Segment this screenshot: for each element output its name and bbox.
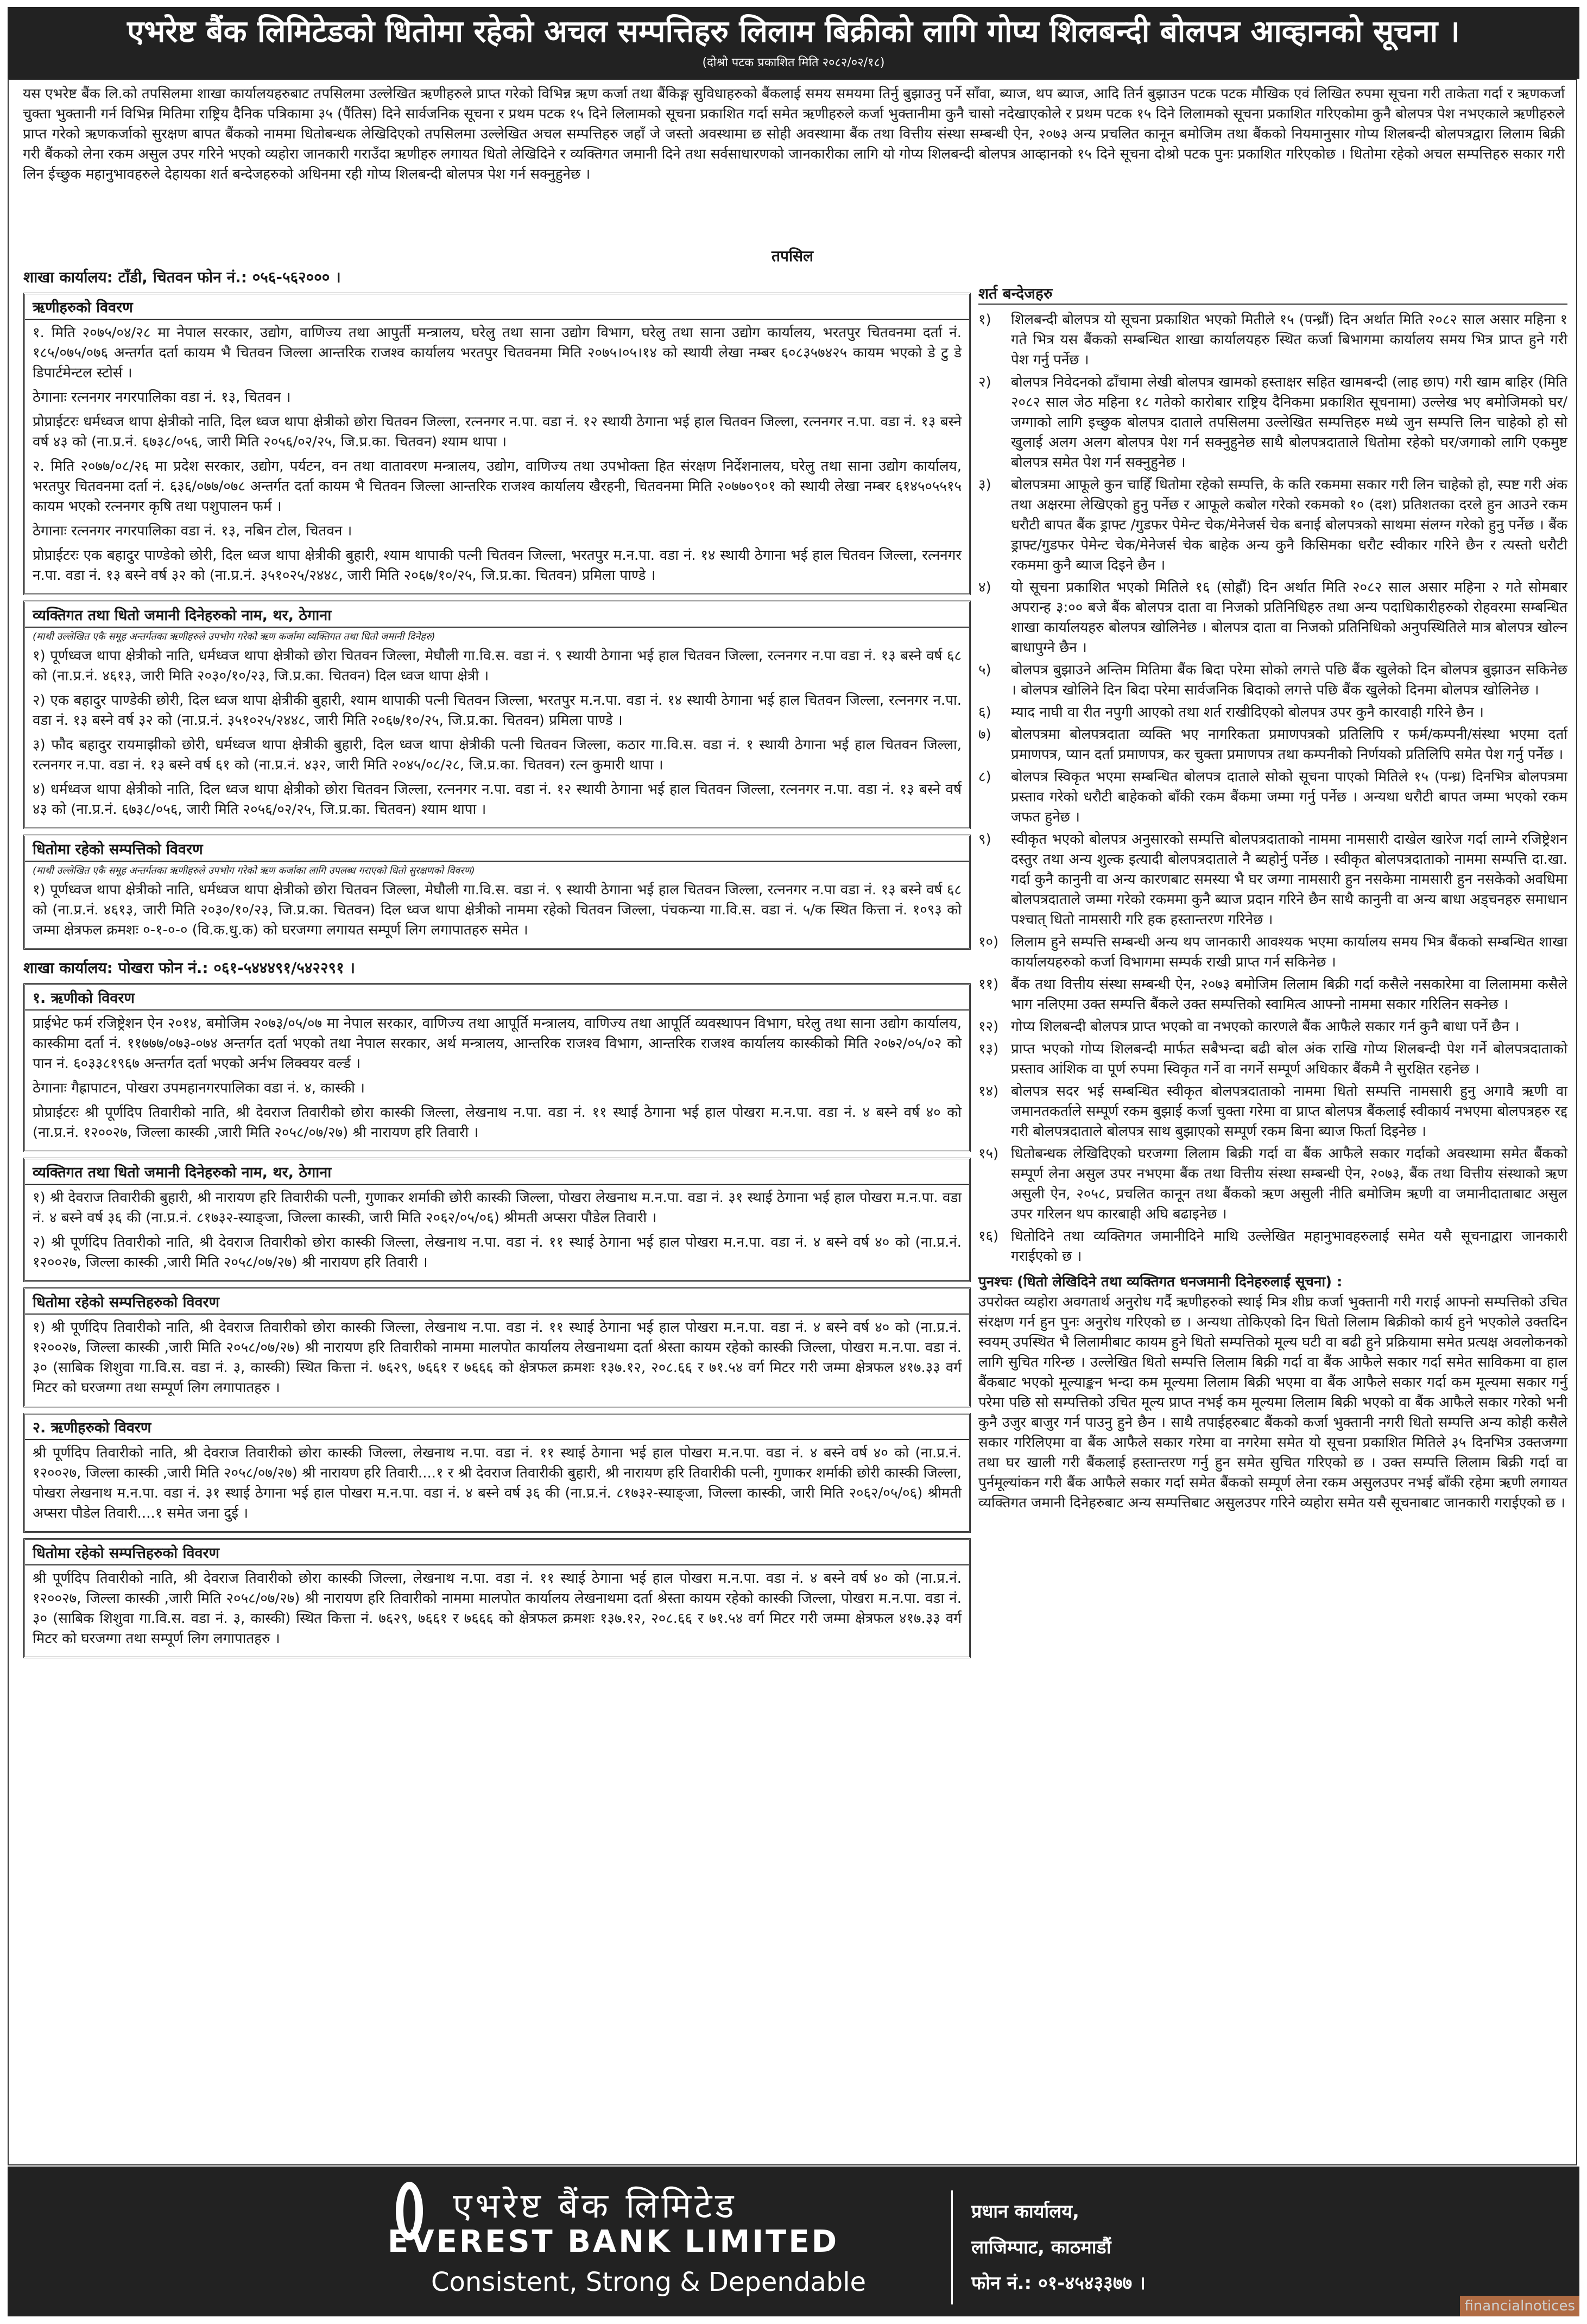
collateral-item: श्री पूर्णदिप तिवारीको नाति, श्री देवराज तिवारीको छोरा कास्की जिल्ला, लेखनाथ न.पा. वडा नं. ११ स्थाई ठेगाना भई हाल पोखरा म.न.पा. वडा नं. ४ बस्ने वर्ष ४० को (ना.प्र.नं. १२००२७, जिल्ला कास्की ,जारी मिति २०५८/०७/२७) श्री नारायण हरि तिवारीको नाममा मालपोत कार्यालय लेखनाथमा दर्ता श्रेस्ता कायम रहेको कास्की जिल्ला, पोखरा म.न.पा. वडा नं. ३० (साबिक शिशुवा गा.वि.स. वडा नं. ३, कास्की) स्थित कित्ता नं. ७६२९, ७६६१ र ७६६६ को क्षेत्रफल क्रमशः १३७.१२, २०८.६६ र ७१.५४ वर्ग मिटर गरी जम्मा क्षेत्रफल ४१७.३३ वर्ग मिटर को घरजग्गा तथा सम्पूर्ण लिग लगापातहरु । xyxy=(33,1570,962,1647)
condition-text: म्याद नाघी वा रीत नपुगी आएको तथा शर्त राखीदिएको बोलपत्र उपर कुनै कारवाही गरिने छैन । xyxy=(1011,704,1484,721)
condition-item xyxy=(978,578,1567,658)
condition-item xyxy=(978,1144,1567,1224)
branch-details-column xyxy=(23,259,971,1664)
box-title: २. ऋणीहरुको विवरण xyxy=(25,1414,969,1440)
guarantor-item: २) श्री पूर्णदिप तिवारीको नाति, श्री देवराज तिवारीको छोरा कास्की जिल्ला, लेखनाथ न.पा. वडा नं. ११ स्थाई ठेगाना भई हाल पोखरा म.न.पा. वडा नं. ४ बस्ने वर्ष ४० को (ना.प्र.नं. १२००२७, जिल्ला कास्की ,जारी मिति २०५८/०७/२७) श्री नारायण हरि तिवारी । xyxy=(33,1234,962,1271)
conditions-title: शर्त बन्देजहरु xyxy=(978,283,1567,305)
condition-number: १६) xyxy=(978,1228,999,1245)
borrower-box xyxy=(23,983,971,1152)
guarantors-box xyxy=(23,1158,971,1282)
condition-number: १४) xyxy=(978,1083,999,1100)
guarantors-box xyxy=(23,601,971,829)
schedule-heading: तपसिल xyxy=(771,247,814,265)
box-title: धितोमा रहेको सम्पत्तिहरुको विवरण xyxy=(25,1540,969,1565)
condition-item xyxy=(978,372,1567,473)
footer-banner xyxy=(8,2167,1579,2316)
borrower-proprietor: प्रोप्राईटरः श्री पूर्णदिप तिवारीको नाति, श्री देवराज तिवारीको छोरा कास्की जिल्ला, लेखनाथ न.पा. वडा नं. ११ स्थाई ठेगाना भई हाल पोखरा म.न.पा. वडा नं. ४ बस्ने वर्ष ४० को (ना.प्र.नं. १२००२७, जिल्ला कास्की ,जारी मिति २०५८/०७/२७) श्री नारायण हरि तिवारी । xyxy=(33,1104,962,1141)
intro-paragraph: यस एभरेष्ट बैंक लि.को तपसिलमा शाखा कार्यालयहरुबाट तपसिलमा उल्लेखित ऋणीहरुले प्राप्त गरेको विभिन्न ऋण कर्जा तथा बैंकिङ्ग सुविधाहरुको बैंकलाई समय समयमा तिर्नु बुझाउनु पर्ने साँवा, ब्याज, थप ब्याज, आदि तिर्न बुझाउन पटक पटक मौखिक एवं लिखित रुपमा सूचना गरी ताकेता गर्दा र ऋणकर्जा चुक्ता भुक्तानी गर्न विभिन्न मितिमा राष्ट्रिय दैनिक पत्रिकामा ३५ (पैंतिस) दिने सार्वजनिक सूचना र प्रथम पटक १५ दिने लिलामको सूचना प्रकाशित गर्दा समेत ऋणीहरुले कर्जा भुक्तानीमा कुनै चासो नदेखाएकोले र प्रथम पटक १५ दिने लिलामको सूचना प्रकाशित गरिएकोमा कुनै बोलपत्र पेश नभएकाले ऋणीहरुले प्राप्त गरेको ऋणकर्जाको सुरक्षण बापत बैंकको नाममा धितोबन्धक लेखिदिएको तपसिलमा उल्लेखित अचल सम्पत्तिहरु जहाँ जे जस्तो अवस्थामा छ सोही अवस्थामा बैंक तथा वित्तीय संस्था सम्बन्धी ऐन, २०७३ अन्य प्रचलित कानून बमोजिम तथा बैंकको नियमानुसार गोप्य शिलबन्दी बोलपत्रद्वारा लिलाम बिक्री गरी बैंकको लेना रकम असुल उपर गरिने भएको व्यहोरा जानकारी गराउँदा ऋणीहरु लगायत धितो लेखिदिने र व्यक्तिगत जमानी दिने तथा सर्वसाधारणको जानकारीका लागि यो गोप्य शिलबन्दी बोलपत्र आव्हानको १५ दिने सूचना दोश्रो पटक पुनः प्रकाशित गरिएकोछ । धितोमा रहेको अचल सम्पत्तिहरु सकार गरी लिन ईच्छुक महानुभावहरुले देहायका शर्त बन्देजहरुको अधिनमा रही गोप्य शिलबन्दी बोलपत्र पेश गर्न सक्नुहुनेछ । xyxy=(23,86,1565,182)
postscript-title: पुनश्चः (धितो लेखिदिने तथा व्यक्तिगत धनजमानी दिनेहरुलाई सूचना) : xyxy=(978,1274,1343,1290)
condition-item xyxy=(978,1082,1567,1142)
condition-text: बैंक तथा वित्तीय संस्था सम्बन्धी ऐन, २०७३ बमोजिम लिलाम बिक्री गर्दा कसैले नसकारेमा वा लिलाममा कसैले भाग नलिएमा उक्त सम्पत्ति बैंकले उक्त सम्पत्तिको स्वामित्व आफ्नो नाममा सकार गरिलिन सक्नेछ । xyxy=(1011,976,1567,1013)
condition-number: १०) xyxy=(978,934,999,950)
bank-name-nepali: एभरेष्ट बैंक लिमिटेड xyxy=(453,2186,737,2226)
condition-number: १३) xyxy=(978,1041,999,1057)
bank-name-english: EVEREST BANK LIMITED xyxy=(388,2224,839,2259)
box-title: ऋणीहरुको विवरण xyxy=(25,294,969,320)
head-office-phone: फोन नं.: ०१-४५४३३७७ । xyxy=(971,2272,1146,2294)
condition-text: गोप्य शिलबन्दी बोलपत्र प्राप्त भएको वा नभएको कारणले बैंक आफैले सकार गर्न कुनै बाधा पर्ने छैन । xyxy=(1011,1019,1520,1035)
guarantor-item: ३) फौद बहादुर रायमाझीको छोरी, धर्मध्वज थापा क्षेत्रीकी बुहारी, दिल ध्वज थापा क्षेत्रीकी पत्नी चितवन जिल्ला, कठार गा.वि.स. वडा नं. १ स्थायी ठेगाना भई हाल चितवन जिल्ला, रत्ननगर न.पा. वडा नं. १३ बस्ने वर्ष ६१ को (ना.प्र.नं. ४३२, जारी मिति २०४५/०८/२८, जि.प्र.का. चितवन) रत्न कुमारी थापा । xyxy=(33,737,962,773)
condition-number: ६) xyxy=(978,704,991,721)
notice-title: एभरेष्ट बैंक लिमिटेडको धितोमा रहेको अचल सम्पत्तिहरु लिलाम बिक्रीको लागि गोप्य शिलबन्दी बोलपत्र आव्हानको सूचना । xyxy=(127,14,1460,49)
borrower-item: १. मिति २०७५/०४/२८ मा नेपाल सरकार, उद्योग, वाणिज्य तथा आपुर्ती मन्त्रालय, घरेलु तथा साना उद्योग विभाग, घरेलु तथा साना उद्योग कार्यालय, भरतपुर चितवनमा दर्ता नं. १८५/०७५/०७६ अन्तर्गत दर्ता कायम भै चितवन जिल्ला आन्तरिक राजश्व कार्यालय भरतपुर चितवनमा मिति २०७५।०५।१४ को स्थायी लेखा नम्बर ६०८३५७४२५ कायम भएको डे टु डे डिपार्टमेन्टल स्टोर्स । xyxy=(33,325,962,381)
borrower-proprietor: प्रोप्राईटरः धर्मध्वज थापा क्षेत्रीको नाति, दिल ध्वज थापा क्षेत्रीको छोरा चितवन जिल्ला, रत्ननगर न.पा. वडा नं. १२ स्थायी ठेगाना भई हाल चितवन जिल्ला, रत्ननगर न.पा. वडा नं. १३ बस्ने वर्ष ४३ को (ना.प्र.नं. ६७३८/०५६, जारी मिति २०५६/०२/२५, जि.प्र.का. चितवन) श्याम थापा । xyxy=(33,414,962,450)
condition-text: यो सूचना प्रकाशित भएको मितिले १६ (सोह्रौं) दिन अर्थात मिति २०८२ साल असार महिना २ गते सोमबार अपरान्ह ३:०० बजे बैंक बोलपत्र दाता वा निजको प्रतिनिधिहरु तथा अन्य पदाधिकारीहरुको रोहवरमा सम्बन्धित शाखा कार्यालयहरु बोलपत्र खोलिनेछ । बोलपत्र दाता वा निजको प्रतिनिधिको अनुपस्थितिले मात्र बोलपत्र खोल्न बाधापुग्ने छैन । xyxy=(1011,579,1567,656)
condition-text: बोलपत्रमा आफूले कुन चाहिँ धितोमा रहेको सम्पत्ति, के कति रकममा सकार गरी लिन चाहेको हो, स्पष्ट गरी अंक तथा अक्षरमा लेखिएको हुनु पर्नेछ र आफूले कबोल गरेको रकमको १० (दश) प्रतिशतका दरले हुन आउने रकम धरौटी बापत बैंक ड्राफ्ट /गुडफर पेमेन्ट चेक/मेनेजर्स चेक बनाई बोलपत्रको साथमा संलग्न गरेको हुनु पर्नेछ । बैंक ड्राफ्ट/गुडफर पेमेन्ट चेक/मेनेजर्स चेक बाहेक अन्य कुनै किसिमका धरौट स्वीकार गरिने छैन र त्यस्तो धरौटी रकममा कुनै ब्याज दिइने छैन । xyxy=(1011,477,1567,573)
footer-divider xyxy=(951,2190,953,2304)
guarantor-item: १) श्री देवराज तिवारीकी बुहारी, श्री नारायण हरि तिवारीकी पत्नी, गुणाकर शर्माकी छोरी कास्की जिल्ला, पोखरा लेखनाथ म.न.पा. वडा नं. ३१ स्थाई ठेगाना भई हाल पोखरा म.न.पा. वडा नं. ४ बस्ने वर्ष ३६ की (ना.प्र.नं. ८१७३२-स्याङ्जा, जिल्ला कास्की, जारी मिति २०६२/०५/०६) श्रीमती अप्सरा पौडेल तिवारी । xyxy=(33,1190,962,1226)
condition-text: धितोदिने तथा व्यक्तिगत जमानीदिने माथि उल्लेखित महानुभावहरुलाई समेत यसै सूचनाद्वारा जानकारी गराईएको छ । xyxy=(1011,1228,1567,1265)
condition-text: लिलाम हुने सम्पत्ति सम्बन्धी अन्य थप जानकारी आवश्यक भएमा कार्यालय समय भित्र बैंकको सम्बन्धित शाखा कार्यालयहरुको कर्जा विभागमा सम्पर्क राखी प्राप्त गर्न सकिनेछ । xyxy=(1011,934,1567,970)
condition-item xyxy=(978,1039,1567,1079)
borrower-item: २. मिति २०७७/०८/२६ मा प्रदेश सरकार, उद्योग, पर्यटन, वन तथा वातावरण मन्त्रालय, उद्योग, वाणिज्य तथा उपभोक्ता हित संरक्षण निर्देशनालय, घरेलु तथा साना उद्योग कार्यालय, भरतपुर चितवनमा दर्ता नं. ६३६/०७७/०७८ अन्तर्गत दर्ता कायम भै चितवन जिल्ला आन्तरिक राजश्व कार्यालय खैरहनी, चितवनमा मिति २०७७०९०१ को स्थायी लेखा नम्बर ६१४५०५५१५ कायम भएको रत्ननगर कृषि तथा पशुपालन फर्म । xyxy=(33,458,962,515)
borrowers-box xyxy=(23,293,971,595)
condition-text: शिलबन्दी बोलपत्र यो सूचना प्रकाशित भएको मितीले १५ (पन्ध्रौं) दिन अर्थात मिति २०८२ साल असार महिना १ गते भित्र यस बैंकको सम्बन्धित शाखा कार्यालयहरु स्थित कर्जा बिभागमा कार्यालय समय भित्र प्राप्त हुने गरी पेश गर्नु पर्नेछ । xyxy=(1011,312,1567,368)
borrower-item: श्री पूर्णदिप तिवारीको नाति, श्री देवराज तिवारीको छोरा कास्की जिल्ला, लेखनाथ न.पा. वडा नं. ११ स्थाई ठेगाना भई हाल पोखरा म.न.पा. वडा नं. ४ बस्ने वर्ष ४० को (ना.प्र.नं. १२००२७, जिल्ला कास्की ,जारी मिति २०५८/०७/२७) श्री नारायण हरि तिवारी....१ र श्री देवराज तिवारीकी बुहारी, श्री नारायण हरि तिवारीकी पत्नी, गुणाकर शर्माकी छोरी कास्की जिल्ला, पोखरा लेखनाथ म.न.पा. वडा नं. ३१ स्थाई ठेगाना भई हाल पोखरा म.न.पा. वडा नं. ४ बस्ने वर्ष ३६ की (ना.प्र.नं. ८१७३२-स्याङ्जा, जिल्ला कास्की, जारी मिति २०६२/०५/०६) श्रीमती अप्सरा पौडेल तिवारी....१ समेत जना दुई । xyxy=(33,1445,962,1521)
condition-item xyxy=(978,703,1567,723)
condition-text: बोलपत्रमा बोलपत्रदाता व्यक्ति भए नागरिकता प्रमाणपत्रको प्रतिलिपि र फर्म/कम्पनी/संस्था भएमा दर्ता प्रमाणपत्र, प्यान दर्ता प्रमाणपत्र, कर चुक्ता प्रमाणपत्र तथा कम्पनीको निर्णयको प्रतिलिपि समेत पेश गर्नु पर्नेछ । xyxy=(1011,727,1567,763)
condition-number: ८) xyxy=(978,769,991,785)
condition-number: १) xyxy=(978,312,991,328)
box-title: १. ऋणीको विवरण xyxy=(25,985,969,1011)
notice-body xyxy=(8,79,1577,2165)
head-office-address: लाजिम्पाट, काठमाडौं xyxy=(971,2237,1111,2258)
box-title: व्यक्तिगत तथा धितो जमानी दिनेहरुको नाम, थर, ठेगाना xyxy=(25,1159,969,1185)
condition-text: प्राप्त भएको गोप्य शिलबन्दी मार्फत सबैभन्दा बढी बोल अंक राखि गोप्य शिलबन्दी पेश गर्ने बोलपत्रदाताको प्रस्ताव आंशिक वा पूर्ण रुपमा स्विकृत गर्ने वा नगर्ने सम्पूर्ण अधिकार बैंकमै नै सुरक्षित रहनेछ । xyxy=(1011,1041,1567,1077)
borrower-address: ठेगानाः रत्ननगर नगरपालिका वडा नं. १३, चितवन । xyxy=(33,389,291,406)
watermark: financialnotices xyxy=(1460,2296,1579,2316)
condition-item xyxy=(978,310,1567,370)
borrower-address: ठेगानाः रत्ननगर नगरपालिका वडा नं. १३, नबिन टोल, चितवन । xyxy=(33,523,352,539)
box-title: धितोमा रहेको सम्पत्तिको विवरण xyxy=(25,836,969,862)
borrowers-box xyxy=(23,1413,971,1533)
borrower-proprietor: प्रोप्राईटरः एक बहादुर पाण्डेको छोरी, दिल ध्वज थापा क्षेत्रीकी बुहारी, श्याम थापाकी पत्नी चितवन जिल्ला, भरतपुर म.न.पा. वडा नं. १४ स्थायी ठेगाना भई हाल चितवन जिल्ला, रत्ननगर न.पा. वडा नं. १३ बस्ने वर्ष ३२ को (ना.प्र.नं. ३५१०२५/२४४८, जारी मिति २०६७/१०/२५, जि.प्र.का. चितवन) प्रमिला पाण्डे । xyxy=(33,547,962,584)
condition-number: ५) xyxy=(978,662,991,678)
borrower-item: प्राईभेट फर्म रजिष्ट्रेशन ऐन २०१४, बमोजिम २०७३/०५/०७ मा नेपाल सरकार, वाणिज्य तथा आपूर्ति मन्त्रालय, वाणिज्य तथा आपूर्ति व्यवस्थापन विभाग, घरेलु तथा साना उद्योग कार्यालय, कास्कीमा दर्ता नं. ११७७७/०७३-०७४ अन्तर्गत दर्ता भएको तथा नेपाल सरकार, अर्थ मन्त्रालय, आन्तरिक राजश्व विभाग, आन्तरिक राजश्व कार्यालय कास्कीको मिति २०७२/०५/०२ को पान नं. ६०३३८१९६७ अन्तर्गत दर्ता भएको अर्नभ लिक्वयर वर्ल्ड । xyxy=(33,1015,962,1072)
condition-item xyxy=(978,767,1567,828)
bank-tagline: Consistent, Strong & Dependable xyxy=(431,2267,867,2297)
condition-item xyxy=(978,1227,1567,1267)
condition-item xyxy=(978,660,1567,700)
condition-item xyxy=(978,932,1567,972)
guarantor-item: २) एक बहादुर पाण्डेकी छोरी, दिल ध्वज थापा क्षेत्रीकी बुहारी, श्याम थापाकी पत्नी चितवन जिल्ला, भरतपुर म.न.पा. वडा नं. १४ स्थायी ठेगाना भई हाल चितवन जिल्ला, रत्ननगर न.पा. वडा नं. १३ बस्ने वर्ष ३२ को (ना.प्र.नं. ३५१०२५/२४४८, जारी मिति २०६७/१०/२५, जि.प्र.का. चितवन) प्रमिला पाण्डे । xyxy=(33,692,962,729)
collateral-box xyxy=(23,835,971,950)
condition-number: ४) xyxy=(978,579,991,596)
condition-item xyxy=(978,975,1567,1015)
branch-tandi-heading: शाखा कार्यालय: टाँडी, चितवन फोन नं.: ०५६-५६२००० । xyxy=(23,268,341,286)
condition-text: बोलपत्र सदर भई सम्बन्धित स्वीकृत बोलपत्रदाताको नाममा धितो सम्पत्ति नामसारी हुनु अगावै ऋणी वा जमानतकर्ताले सम्पूर्ण रकम बुझाई कर्जा चुक्ता गरेमा वा प्राप्त बोलपत्र बैंकलाई स्वीकार्य नभएमा बोलपत्रहरु रद्द गरी बोलपत्रदाताले बोलपत्र साथ बुझाएको सम्पूर्ण रकम बिना ब्याज फिर्ता दिइनेछ । xyxy=(1011,1083,1567,1140)
branch-pokhara-heading: शाखा कार्यालय: पोखरा फोन नं.: ०६१-५४४४९१/५४२२९१ । xyxy=(23,959,355,977)
collateral-box xyxy=(23,1287,971,1407)
box-title: व्यक्तिगत तथा धितो जमानी दिनेहरुको नाम, थर, ठेगाना xyxy=(25,602,969,628)
condition-text: धितोबन्धक लेखिदिएको घरजग्गा लिलाम बिक्री गर्दा वा बैंक आफैले सकार गर्दाको अवस्थामा समेत बैंकको सम्पूर्ण लेना असुल उपर नभएमा बैंक तथा वित्तीय संस्था सम्बन्धी ऐन, २०७३, बैंक तथा वित्तीय संस्थाको ऋण असुली ऐन, २०५८, प्रचलित कानून तथा बैंकको ऋण असुली नीति बमोजिम ऋणी वा जमानीदाताबाट असुल उपर गरिलन थप कारबाही अघि बढाइनेछ । xyxy=(1011,1146,1567,1222)
condition-number: ११) xyxy=(978,976,999,993)
collateral-item: १) पूर्णध्वज थापा क्षेत्रीको नाति, धर्मध्वज थापा क्षेत्रीको छोरा चितवन जिल्ला, मेघौली गा.वि.स. वडा नं. ९ स्थायी ठेगाना भई हाल चितवन जिल्ला, रत्ननगर न.पा वडा नं. १३ बस्ने वर्ष ६८ को (ना.प्र.नं. ४६१३, जारी मिति २०३०/१०/२३, जि.प्र.का. चितवन) दिल ध्वज थापा क्षेत्रीको नाममा रहेको चितवन जिल्ला, पंचकन्या गा.वि.स. वडा नं. ५/क स्थित कित्ता नं. १०९३ को जम्मा क्षेत्रफल क्रमशः ०-१-०-० (वि.क.धु.क) को घरजग्गा लगायत सम्पूर्ण लिग लगापातहरु समेत । xyxy=(33,882,962,938)
condition-text: स्वीकृत भएको बोलपत्र अनुसारको सम्पत्ति बोलपत्रदाताको नाममा नामसारी दाखेल खारेज गर्दा लाग्ने रजिष्ट्रेशन दस्तुर तथा अन्य शुल्क इत्यादी बोलपत्रदाताले नै ब्यहोर्नु पर्नेछ । स्वीकृत बोलपत्रदाताको नाममा सम्पत्ति दा.खा. गर्दा कुनै कानुनी वा अन्य कारणबाट समस्या भै घर जग्गा नामसारी हुन नसकेमा नामसारी हुन नसकेको अवधिमा बोलपत्रदाताले जम्मा गरेको रकममा कुनै ब्याज प्रदान गरिने छैन साथै कानुनी वा अन्य बाधा अड्चनहरु समाधान पश्चात् धितो नामसारी गरि हक हस्तान्तरण गरिनेछ । xyxy=(1011,831,1567,928)
condition-item xyxy=(978,1017,1567,1037)
collateral-item: १) श्री पूर्णदिप तिवारीको नाति, श्री देवराज तिवारीको छोरा कास्की जिल्ला, लेखनाथ न.पा. वडा नं. ११ स्थाई ठेगाना भई हाल पोखरा म.न.पा. वडा नं. ४ बस्ने वर्ष ४० को (ना.प्र.नं. १२००२७, जिल्ला कास्की ,जारी मिति २०५८/०७/२७) श्री नारायण हरि तिवारीको नाममा मालपोत कार्यालय लेखनाथमा दर्ता श्रेस्ता कायम रहेको कास्की जिल्ला, पोखरा म.न.पा. वडा नं. ३० (साबिक शिशुवा गा.वि.स. वडा नं. ३, कास्की) स्थित कित्ता नं. ७६२९, ७६६१ र ७६६६ को क्षेत्रफल क्रमशः १३७.१२, २०८.६६ र ७१.५४ वर्ग मिटर गरी जम्मा क्षेत्रफल ४१७.३३ वर्ग मिटर को घरजग्गा तथा सम्पूर्ण लिग लगापातहरु । xyxy=(33,1319,962,1396)
condition-number: १२) xyxy=(978,1019,999,1035)
condition-item xyxy=(978,475,1567,576)
box-note: (माथी उल्लेखित एकै समूह अन्तर्गतका ऋणीहरुले उपभोग गरेको ऋण कर्जामा व्यक्तिगत तथा धितो जमानी दिनेहरु) xyxy=(33,631,435,642)
condition-item xyxy=(978,830,1567,930)
condition-number: २) xyxy=(978,374,991,390)
notice-header xyxy=(8,7,1579,79)
borrower-address: ठेगानाः गैह्रापाटन, पोखरा उपमहानगरपालिका वडा नं. ४, कास्की । xyxy=(33,1080,365,1096)
condition-number: ९) xyxy=(978,831,991,848)
condition-text: बोलपत्र बुझाउने अन्तिम मितिमा बैंक बिदा परेमा सोको लगत्ते पछि बैंक खुलेको दिन बोलपत्र बुझाउन सकिनेछ । बोलपत्र खोलिने दिन बिदा परेमा सार्वजनिक बिदाको लगत्ते पछि बैंक खुलेको दिनमा बोलपत्र खोलिनेछ । xyxy=(1011,662,1567,698)
guarantor-item: ४) धर्मध्वज थापा क्षेत्रीको नाति, दिल ध्वज थापा क्षेत्रीको छोरा चितवन जिल्ला, रत्ननगर न.पा. वडा नं. १२ स्थायी ठेगाना भई हाल चितवन जिल्ला, रत्ननगर न.पा. वडा नं. १३ बस्ने वर्ष ४३ को (ना.प्र.नं. ६७३८/०५६, जारी मिति २०५६/०२/२५, जि.प्र.का. चितवन) श्याम थापा । xyxy=(33,781,962,818)
condition-item xyxy=(978,725,1567,765)
postscript-text: उपरोक्त व्यहोरा अवगतार्थ अनुरोध गर्दै ऋणीहरुको स्थाई मित्र शीघ्र कर्जा भुक्तानी गरी गराई आफ्नो सम्पत्तिको उचित संरक्षण गर्न हुन पुनः अनुरोध गरिएको छ । अन्यथा तोकिएको दिन धितो लिलाम बिक्रीको कार्य हुने भएकोले उक्तदिन स्वयम् उपस्थित भै लिलामीबाट कायम हुने धितो सम्पत्तिको मूल्य घटी वा बढी हुने प्रक्रियामा समेत प्रत्यक्ष अवलोकनको लागि सुचित गरिन्छ । उल्लेखित धितो सम्पत्ति लिलाम बिक्री गर्दा वा बैंक आफैले सकार गर्दा समेत साविकमा वा हाल बैंकबाट भएको मूल्याङ्कन भन्दा कम मूल्यमा लिलाम बिक्री भएमा वा बैंक आफैले सकार गर्दा कम मूल्यमा सकार गर्नु परेमा पछि सो सम्पत्तिको उचित मूल्य प्राप्त नभई कम मूल्यमा लिलाम बिक्री भएको वा बैंक आफैले सकार गरेको भनी कुनै उजुर बाजुर गर्न पाउनु हुने छैन । साथै तपाईहरुबाट बैंकको कर्जा भुक्तानी नगरी धितो सम्पत्ति अन्य कोही कसैले सकार गरिलिएमा वा बैंक आफैले सकार गरेमा वा नगरेमा समेत यो सूचना प्रकाशित मितिले ३५ दिनभित्र उक्तजग्गा तथा घर खाली गरी बैंकलाई हस्तान्तरण गर्नु हुन समेत सुचित गरिएको छ । उक्त सम्पत्ति लिलाम बिक्री गर्दा वा पुर्नमूल्यांकन गरी बैंक आफैले सकार गर्दा समेत बैंकको सम्पूर्ण लेना रकम असुलउपर नभई बाँकी रहेमा ऋणी लगायत व्यक्तिगत जमानी दिनेहरुबाट अन्य सम्पत्तिबाट असुलउपर गरिने व्यहोरा समेत यसै सूचनाबाट जानकारी गराईएको छ । xyxy=(978,1294,1567,1511)
head-office-label: प्रधान कार्यालय, xyxy=(971,2201,1079,2222)
condition-number: ३) xyxy=(978,477,991,493)
condition-number: ७) xyxy=(978,727,991,743)
guarantor-item: १) पूर्णध्वज थापा क्षेत्रीको नाति, धर्मध्वज थापा क्षेत्रीको छोरा चितवन जिल्ला, मेघौली गा.वि.स. वडा नं. ९ स्थायी ठेगाना भई हाल चितवन जिल्ला, रत्ननगर न.पा वडा नं. १३ बस्ने वर्ष ६८ को (ना.प्र.नं. ४६१३, जारी मिति २०३०/१०/२३, जि.प्र.का. चितवन) दिल ध्वज थापा क्षेत्री । xyxy=(33,648,962,684)
collateral-box xyxy=(23,1538,971,1658)
box-title: धितोमा रहेको सम्पत्तिहरुको विवरण xyxy=(25,1289,969,1315)
head-office-info xyxy=(971,2194,1146,2301)
condition-number: १५) xyxy=(978,1146,999,1162)
publication-date: (दोश्रो पटक प्रकाशित मिति २०८२/०२/१८) xyxy=(702,56,885,70)
conditions-column xyxy=(978,283,1567,1513)
condition-text: बोलपत्र स्विकृत भएमा सम्बन्धित बोलपत्र दाताले सोको सूचना पाएको मितिले १५ (पन्ध्र) दिनभित्र बोलपत्रमा प्रस्ताव गरेको धरौटी बाहेकको बाँकी रकम बैंकमा जम्मा गर्नु पर्नेछ । अन्यथा धरौटी बापत जम्मा भएको रकम जफत हुनेछ । xyxy=(1011,769,1567,825)
condition-text: बोलपत्र निवेदनको ढाँचामा लेखी बोलपत्र खामको हस्ताक्षर सहित खामबन्दी (लाह छाप) गरी खाम बाहिर (मिति २०८२ साल जेठ महिना १८ गतेको कारोबार राष्ट्रिय दैनिकमा प्रकाशित सूचनामा) उल्लेख भए बमोजिमको घर/जग्गाको लागि इच्छुक बोलपत्र दाताले तपसिलमा उल्लेखित सम्पत्तिहरु मध्ये जुन सम्पत्ति लिन चाहेको हो सो खुलाई अलग अलग बोलपत्र पेश गर्न सक्नुहुनेछ साथै बोलपत्रदाताले धितोमा रहेको घर/जगाको लागि एकमुष्ट बोलपत्र समेत पेश गर्न सक्नुहुनेछ । xyxy=(1011,374,1567,471)
box-note: (माथी उल्लेखित एकै समूह अन्तर्गतका ऋणीहरुले उपभोग गरेको ऋण कर्जाका लागि उपलब्ध गराएको धितो सुरक्षणको विवरण) xyxy=(33,865,475,876)
